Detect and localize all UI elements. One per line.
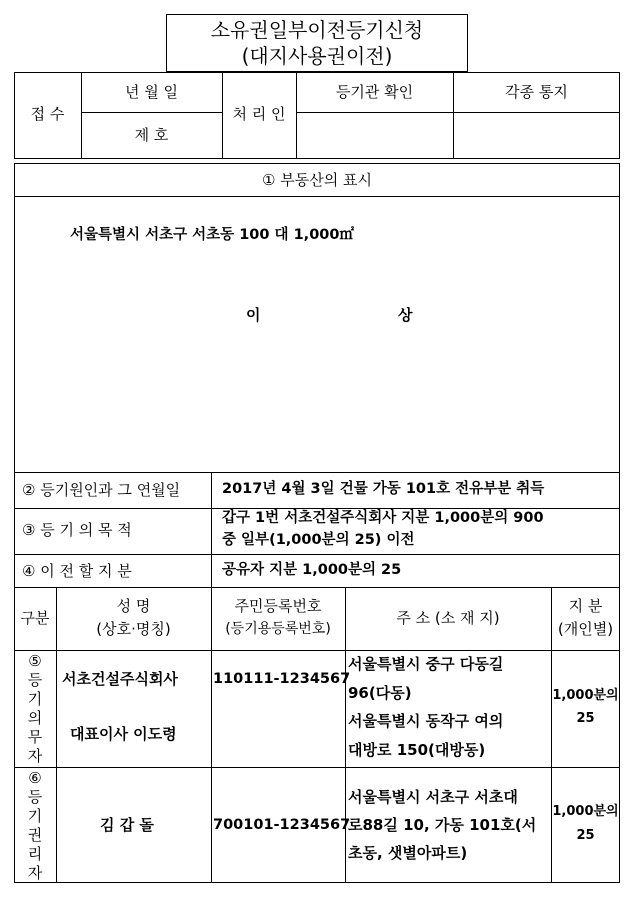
obligor-share-2: 25 [576,711,595,726]
holder-label-2: 등 [27,788,43,806]
obligor-label-6: 자 [27,747,43,765]
reception-label: 접 수 [30,105,65,123]
obligor-share-1: 1,000분의 [552,688,619,703]
property-description: 서울특별시 서초구 서초동 100 대 1,000㎡ [70,227,354,243]
purpose-label: ③ 등 기 의 목 적 [22,521,132,539]
reception-date-label: 년 월 일 [124,83,178,101]
notice-label: 각종 통지 [505,83,568,101]
purpose-value-line1: 갑구 1번 서초건설주식회사 지분 1,000분의 900 [222,510,544,526]
parties-header-name-sub: (상호·명칭) [96,620,171,638]
property-end-left: 이 [246,306,261,324]
parties-header-id-sub: (등기용등록번호) [225,621,331,637]
property-header: ① 부동산의 표시 [262,171,372,189]
holder-address-3: 초동, 샛별아파트) [348,844,468,862]
title-line-2: (대지사용권이전) [241,44,393,68]
obligor-label-4: 의 [27,709,43,727]
obligor-label-3: 기 [27,690,43,708]
obligor-address-3: 서울특별시 동작구 여의 [348,712,504,730]
obligor-address-2: 96(다동) [348,684,412,702]
obligor-representative: 대표이사 이도령 [70,725,177,743]
parties-header-name: 성 명 [116,597,151,615]
registrar-check-label: 등기관 확인 [335,83,414,101]
holder-label-3: 기 [27,807,43,825]
property-end-right: 상 [398,306,413,324]
holder-label-5: 리 [27,845,43,863]
obligor-label-5: 무 [27,728,43,746]
holder-label-4: 권 [27,826,43,844]
reception-number-label: 제 호 [134,126,169,144]
holder-label-6: 자 [27,864,43,882]
processor-label: 처 리 인 [232,105,286,123]
holder-share-2: 25 [576,828,595,843]
obligor-id: 110111-1234567 [213,671,351,687]
obligor-label-1: ⑤ [28,652,42,670]
holder-name: 김 갑 돌 [100,816,154,834]
title-line-1: 소유권일부이전등기신청 [210,18,424,42]
cause-label: ② 등기원인과 그 연월일 [22,481,181,499]
parties-header-category: 구분 [20,609,50,627]
purpose-value-line2: 중 일부(1,000분의 25) 이전 [222,532,415,548]
holder-address-2: 로88길 10, 가동 101호(서 [348,816,537,834]
holder-share-1: 1,000분의 [552,804,619,819]
holder-address-1: 서울특별시 서초구 서초대 [348,788,518,806]
obligor-address-1: 서울특별시 중구 다동길 [348,655,504,673]
share-label: ④ 이 전 할 지 분 [22,562,132,580]
cause-value: 2017년 4월 3일 건물 가동 101호 전유부분 취득 [222,481,545,497]
obligor-name: 서초건설주식회사 [62,670,178,688]
parties-header-share: 지 분 [568,597,603,615]
obligor-address-4: 대방로 150(대방동) [348,741,486,759]
obligor-label-2: 등 [27,671,43,689]
share-value: 공유자 지분 1,000분의 25 [222,562,402,578]
parties-header-address: 주 소 (소 재 지) [396,609,500,627]
parties-header-share-sub: (개인별) [557,620,614,638]
holder-id: 700101-1234567 [213,817,351,833]
holder-label-1: ⑥ [28,769,42,787]
parties-header-id: 주민등록번호 [234,597,322,615]
